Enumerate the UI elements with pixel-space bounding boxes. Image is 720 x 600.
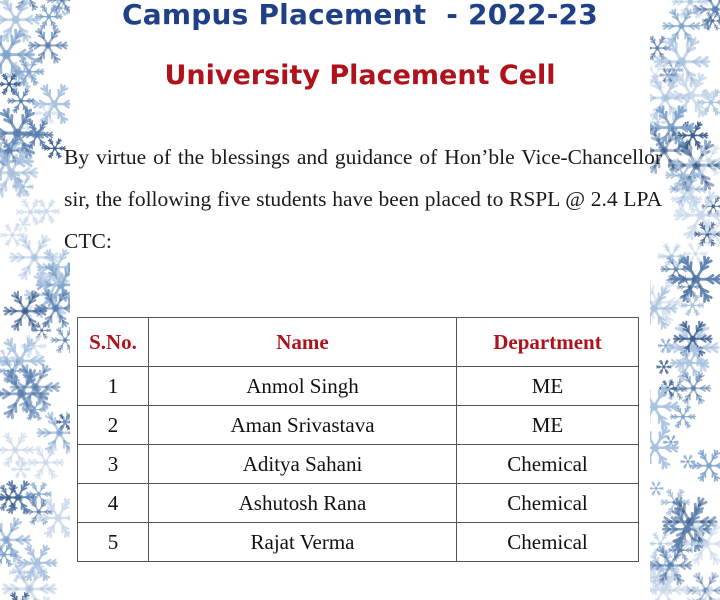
page-subtitle: University Placement Cell	[164, 60, 556, 91]
snowflake-icon	[29, 28, 67, 62]
snowflake-icon	[5, 593, 34, 600]
snowflake-icon	[692, 146, 720, 176]
snowflake-icon	[658, 244, 685, 268]
snowflake-icon	[44, 139, 65, 158]
header-department: Department	[457, 318, 639, 367]
cell-name: Aman Srivastava	[149, 406, 457, 445]
snowflake-icon	[37, 413, 70, 453]
table-header-row	[78, 318, 639, 367]
page-title: Campus Placement - 2022-23	[122, 0, 598, 31]
cell-name: Aditya Sahani	[149, 445, 457, 484]
header-sno: S.No.	[78, 318, 149, 367]
placement-table	[77, 317, 639, 562]
snowflake-icon	[650, 482, 663, 495]
announcement-paragraph: By virtue of the blessings and guidance of Hon’ble Vice-Chancellor sir, the following five students have been placed to RSPL @ 2.4 LPA CTC:	[64, 145, 662, 253]
snowflake-icon	[692, 450, 720, 481]
cell-sno: 1	[78, 367, 149, 406]
cell-name: Rajat Verma	[149, 523, 457, 562]
table-row	[78, 367, 639, 406]
cell-department: Chemical	[457, 484, 639, 523]
cell-sno: 4	[78, 484, 149, 523]
snowflake-icon	[656, 360, 671, 373]
cell-name: Ashutosh Rana	[149, 484, 457, 523]
cell-name: Anmol Singh	[149, 367, 457, 406]
cell-sno: 2	[78, 406, 149, 445]
snowflake-icon	[28, 446, 64, 478]
cell-department: Chemical	[457, 523, 639, 562]
cell-department: ME	[457, 406, 639, 445]
header-name: Name	[149, 318, 457, 367]
snowflake-icon	[0, 485, 22, 510]
snowflake-icon	[687, 573, 720, 600]
table-row	[78, 523, 639, 562]
table-row	[78, 445, 639, 484]
cell-sno: 3	[78, 445, 149, 484]
snowflake-icon	[51, 328, 70, 353]
table-row	[78, 406, 639, 445]
cell-department: ME	[457, 367, 639, 406]
cell-department: Chemical	[457, 445, 639, 484]
cell-sno: 5	[78, 523, 149, 562]
snowflake-icon	[650, 427, 678, 468]
table-row	[78, 484, 639, 523]
snowflake-icon	[650, 36, 670, 59]
